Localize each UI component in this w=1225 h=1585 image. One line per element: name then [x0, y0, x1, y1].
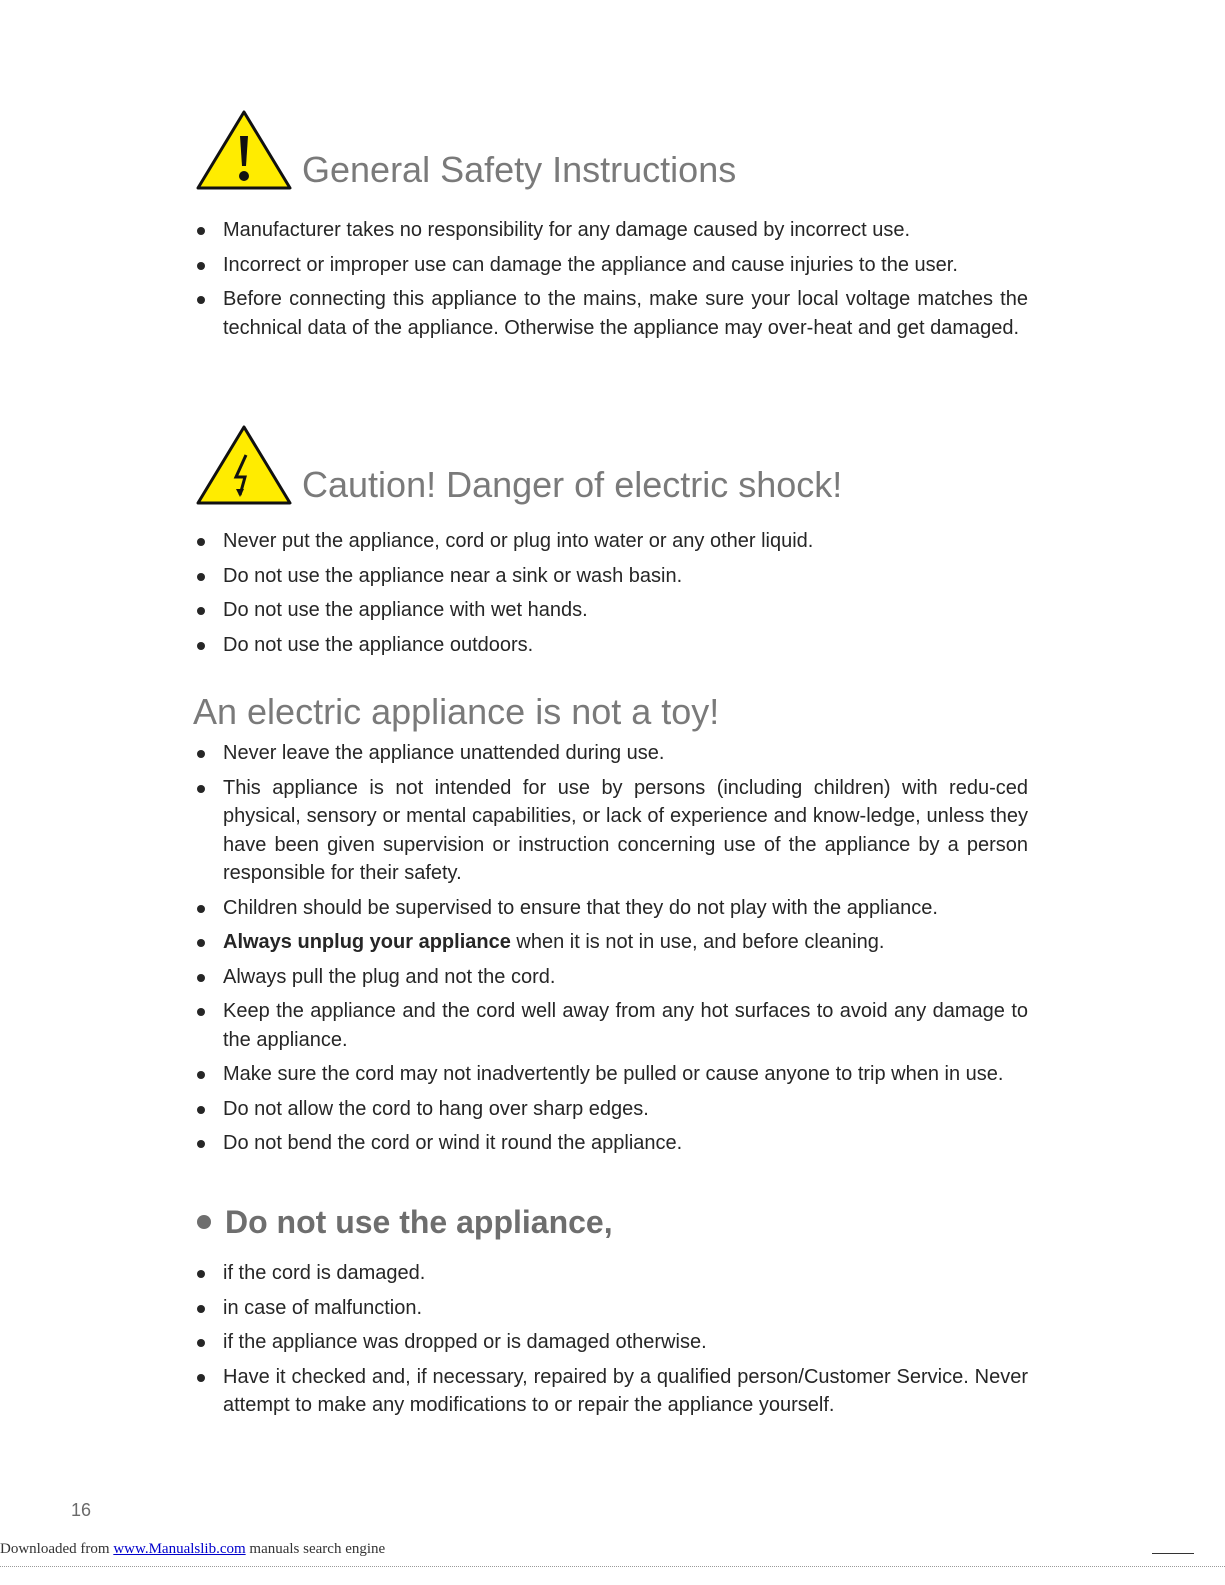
list-item: Make sure the cord may not inadvertently be pulled or cause anyone to trip when in use.: [193, 1060, 1028, 1089]
list-item: Do not use the appliance with wet hands.: [193, 596, 1028, 625]
list-item: Children should be supervised to ensure that they do not play with the appliance.: [193, 894, 1028, 923]
section-title: Caution! Danger of electric shock!: [302, 464, 843, 505]
do-not-use-list: [193, 1259, 1028, 1426]
not-a-toy-list: [193, 739, 1028, 1164]
list-item: Do not bend the cord or wind it round the appliance.: [193, 1129, 1028, 1158]
footer-divider: [0, 1566, 1225, 1567]
electric-shock-list: [193, 527, 1028, 665]
section-title: Do not use the appliance,: [225, 1204, 613, 1240]
list-item: Do not use the appliance outdoors.: [193, 631, 1028, 660]
list-item-unplug: [193, 928, 1028, 957]
list-item: if the cord is damaged.: [193, 1259, 1028, 1288]
list-item: Manufacturer takes no responsibility for any damage caused by incorrect use.: [193, 216, 1028, 245]
not-a-toy-heading: An electric appliance is not a toy!: [193, 691, 720, 732]
do-not-use-heading: [193, 1206, 613, 1238]
list-item: Have it checked and, if necessary, repaired by a qualified person/Customer Service. Never attempt to make any modifications to or repair the appliance yourself.: [193, 1363, 1028, 1420]
list-item: Do not use the appliance near a sink or wash basin.: [193, 562, 1028, 591]
list-item: Keep the appliance and the cord well away from any hot surfaces to avoid any damage to the appliance.: [193, 997, 1028, 1054]
list-item: Always pull the plug and not the cord.: [193, 963, 1028, 992]
high-voltage-warning-icon: [196, 425, 292, 505]
section-title: General Safety Instructions: [302, 149, 737, 190]
page-number: 16: [71, 1500, 92, 1520]
manualslib-link[interactable]: www.Manualslib.com: [113, 1541, 246, 1557]
list-item: Do not allow the cord to hang over sharp edges.: [193, 1095, 1028, 1124]
list-item: Never leave the appliance unattended during use.: [193, 739, 1028, 768]
list-item: This appliance is not intended for use by persons (including children) with redu-ced physical, sensory or mental capabilities, or lack of experience and know-ledge, unless they have been given supervision or instruction concerning use of the appliance by a person responsible for their safety.: [193, 774, 1028, 888]
unplug-rest-text: when it is not in use, and before cleaning.: [510, 931, 885, 953]
download-footer: [0, 1541, 385, 1558]
general-safety-heading: [196, 110, 736, 190]
bullet-icon: [197, 1215, 211, 1229]
unplug-bold-text: Always unplug your appliance: [223, 931, 511, 953]
list-item: Incorrect or improper use can damage the appliance and cause injuries to the user.: [193, 251, 1028, 280]
footer-suffix: manuals search engine: [245, 1541, 386, 1557]
general-safety-list: [193, 216, 1028, 348]
footer-dash: [1152, 1553, 1194, 1554]
exclamation-warning-icon: [196, 110, 292, 190]
list-item: Never put the appliance, cord or plug into water or any other liquid.: [193, 527, 1028, 556]
footer-prefix: Downloaded from: [0, 1541, 114, 1557]
list-item: in case of malfunction.: [193, 1294, 1028, 1323]
list-item: Before connecting this appliance to the mains, make sure your local voltage matches the technical data of the appliance. Otherwise the appliance may over-heat and get damaged.: [193, 285, 1028, 342]
electric-shock-heading: [196, 425, 842, 505]
list-item: if the appliance was dropped or is damaged otherwise.: [193, 1328, 1028, 1357]
